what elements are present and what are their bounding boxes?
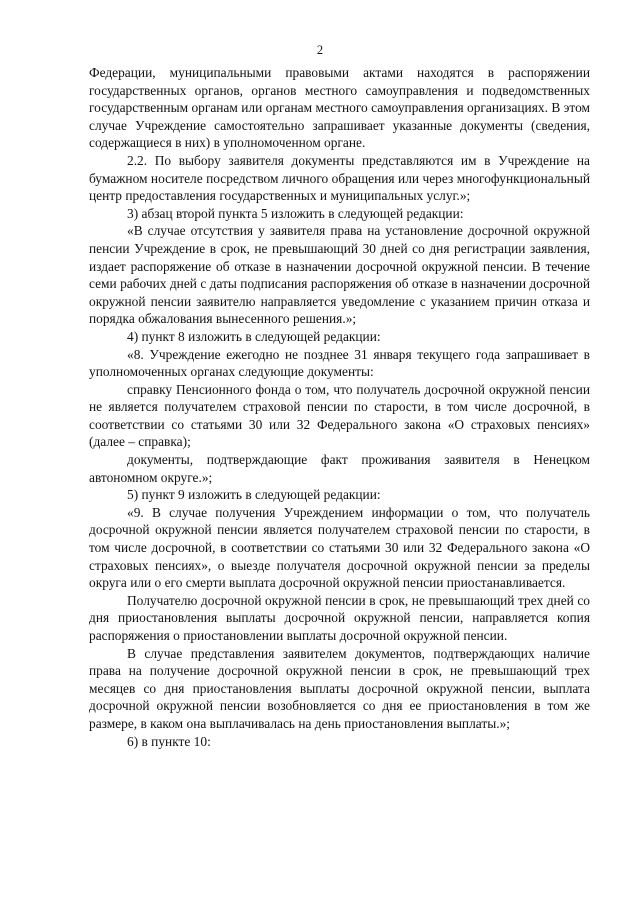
paragraph: Получателю досрочной окружной пенсии в срок, не превышающий трех дней со дня приостановления выплаты досрочной окружной пенсии, направляется копия распоряжения о приостановлении выплаты досрочной окружной пенсии. bbox=[89, 592, 590, 643]
paragraph: «В случае отсутствия у заявителя права на установление досрочной окружной пенсии Учреждение в срок, не превышающий 30 дней со дня регистрации заявления, издает распоряжение об отказе в назначении досрочной окружной пенсии. В течение семи рабочих дней с даты подписания распоряжения об отказе в назначении досрочной окружной пенсии заявителю направляется уведомление с указанием причин отказа и порядка обжалования вынесенного решения.»; bbox=[89, 223, 590, 327]
paragraph: 4) пункт 8 изложить в следующей редакции: bbox=[127, 328, 381, 344]
paragraph: 5) пункт 9 изложить в следующей редакции: bbox=[127, 487, 381, 503]
page-number: 2 bbox=[316, 43, 324, 57]
paragraph: документы, подтверждающие факт проживания заявителя в Ненецком автономном округе.»; bbox=[89, 452, 590, 485]
paragraph: 2.2. По выбору заявителя документы представляются им в Учреждение на бумажном носителе посредством личного обращения или через многофункциональный центр предоставления государственных и муниципальных услуг.»; bbox=[89, 152, 590, 204]
paragraph: В случае представления заявителем документов, подтверждающих наличие права на получение досрочной окружной пенсии в срок, не превышающий трех месяцев со дня приостановления выплаты досрочной окружной пенсии, выплата досрочной окружной пенсии возобновляется со дня ее приостановления в том же размере, в каком она выплачивалась на день приостановления выплаты.»; bbox=[89, 645, 590, 731]
paragraph: «8. Учреждение ежегодно не позднее 31 января текущего года запрашивает в уполномоченных органах следующие документы: bbox=[89, 346, 590, 380]
paragraph: 3) абзац второй пункта 5 изложить в следующей редакции: bbox=[127, 205, 464, 221]
document-body bbox=[89, 64, 590, 750]
paragraph: справку Пенсионного фонда о том, что получатель досрочной окружной пенсии не является получателем страховой пенсии по старости, в том числе досрочной, в соответствии со статьями 30 или 32 Федерального закона «О страховых пенсиях» (далее – справка); bbox=[89, 381, 590, 450]
paragraph: 6) в пункте 10: bbox=[127, 733, 211, 749]
paragraph: «9. В случае получения Учреждением информации о том, что получатель досрочной окружной пенсии является получателем страховой пенсии по старости, в том числе досрочной, в соответствии со статьями 30 или 32 Федерального закона «О страховых пенсиях», о выезде получателя досрочной окружной пенсии за пределы округа или о его смерти выплата досрочной окружной пенсии приостанавливается. bbox=[89, 504, 590, 591]
paragraph: Федерации, муниципальными правовыми актами находятся в распоряжении государственных органов, органов местного самоуправления и подведомственных государственным органам или органам местного самоуправления организациях. В этом случае Учреждение самостоятельно запрашивает указанные документы (сведения, содержащиеся в них) в уполномоченном органе. bbox=[89, 65, 590, 151]
